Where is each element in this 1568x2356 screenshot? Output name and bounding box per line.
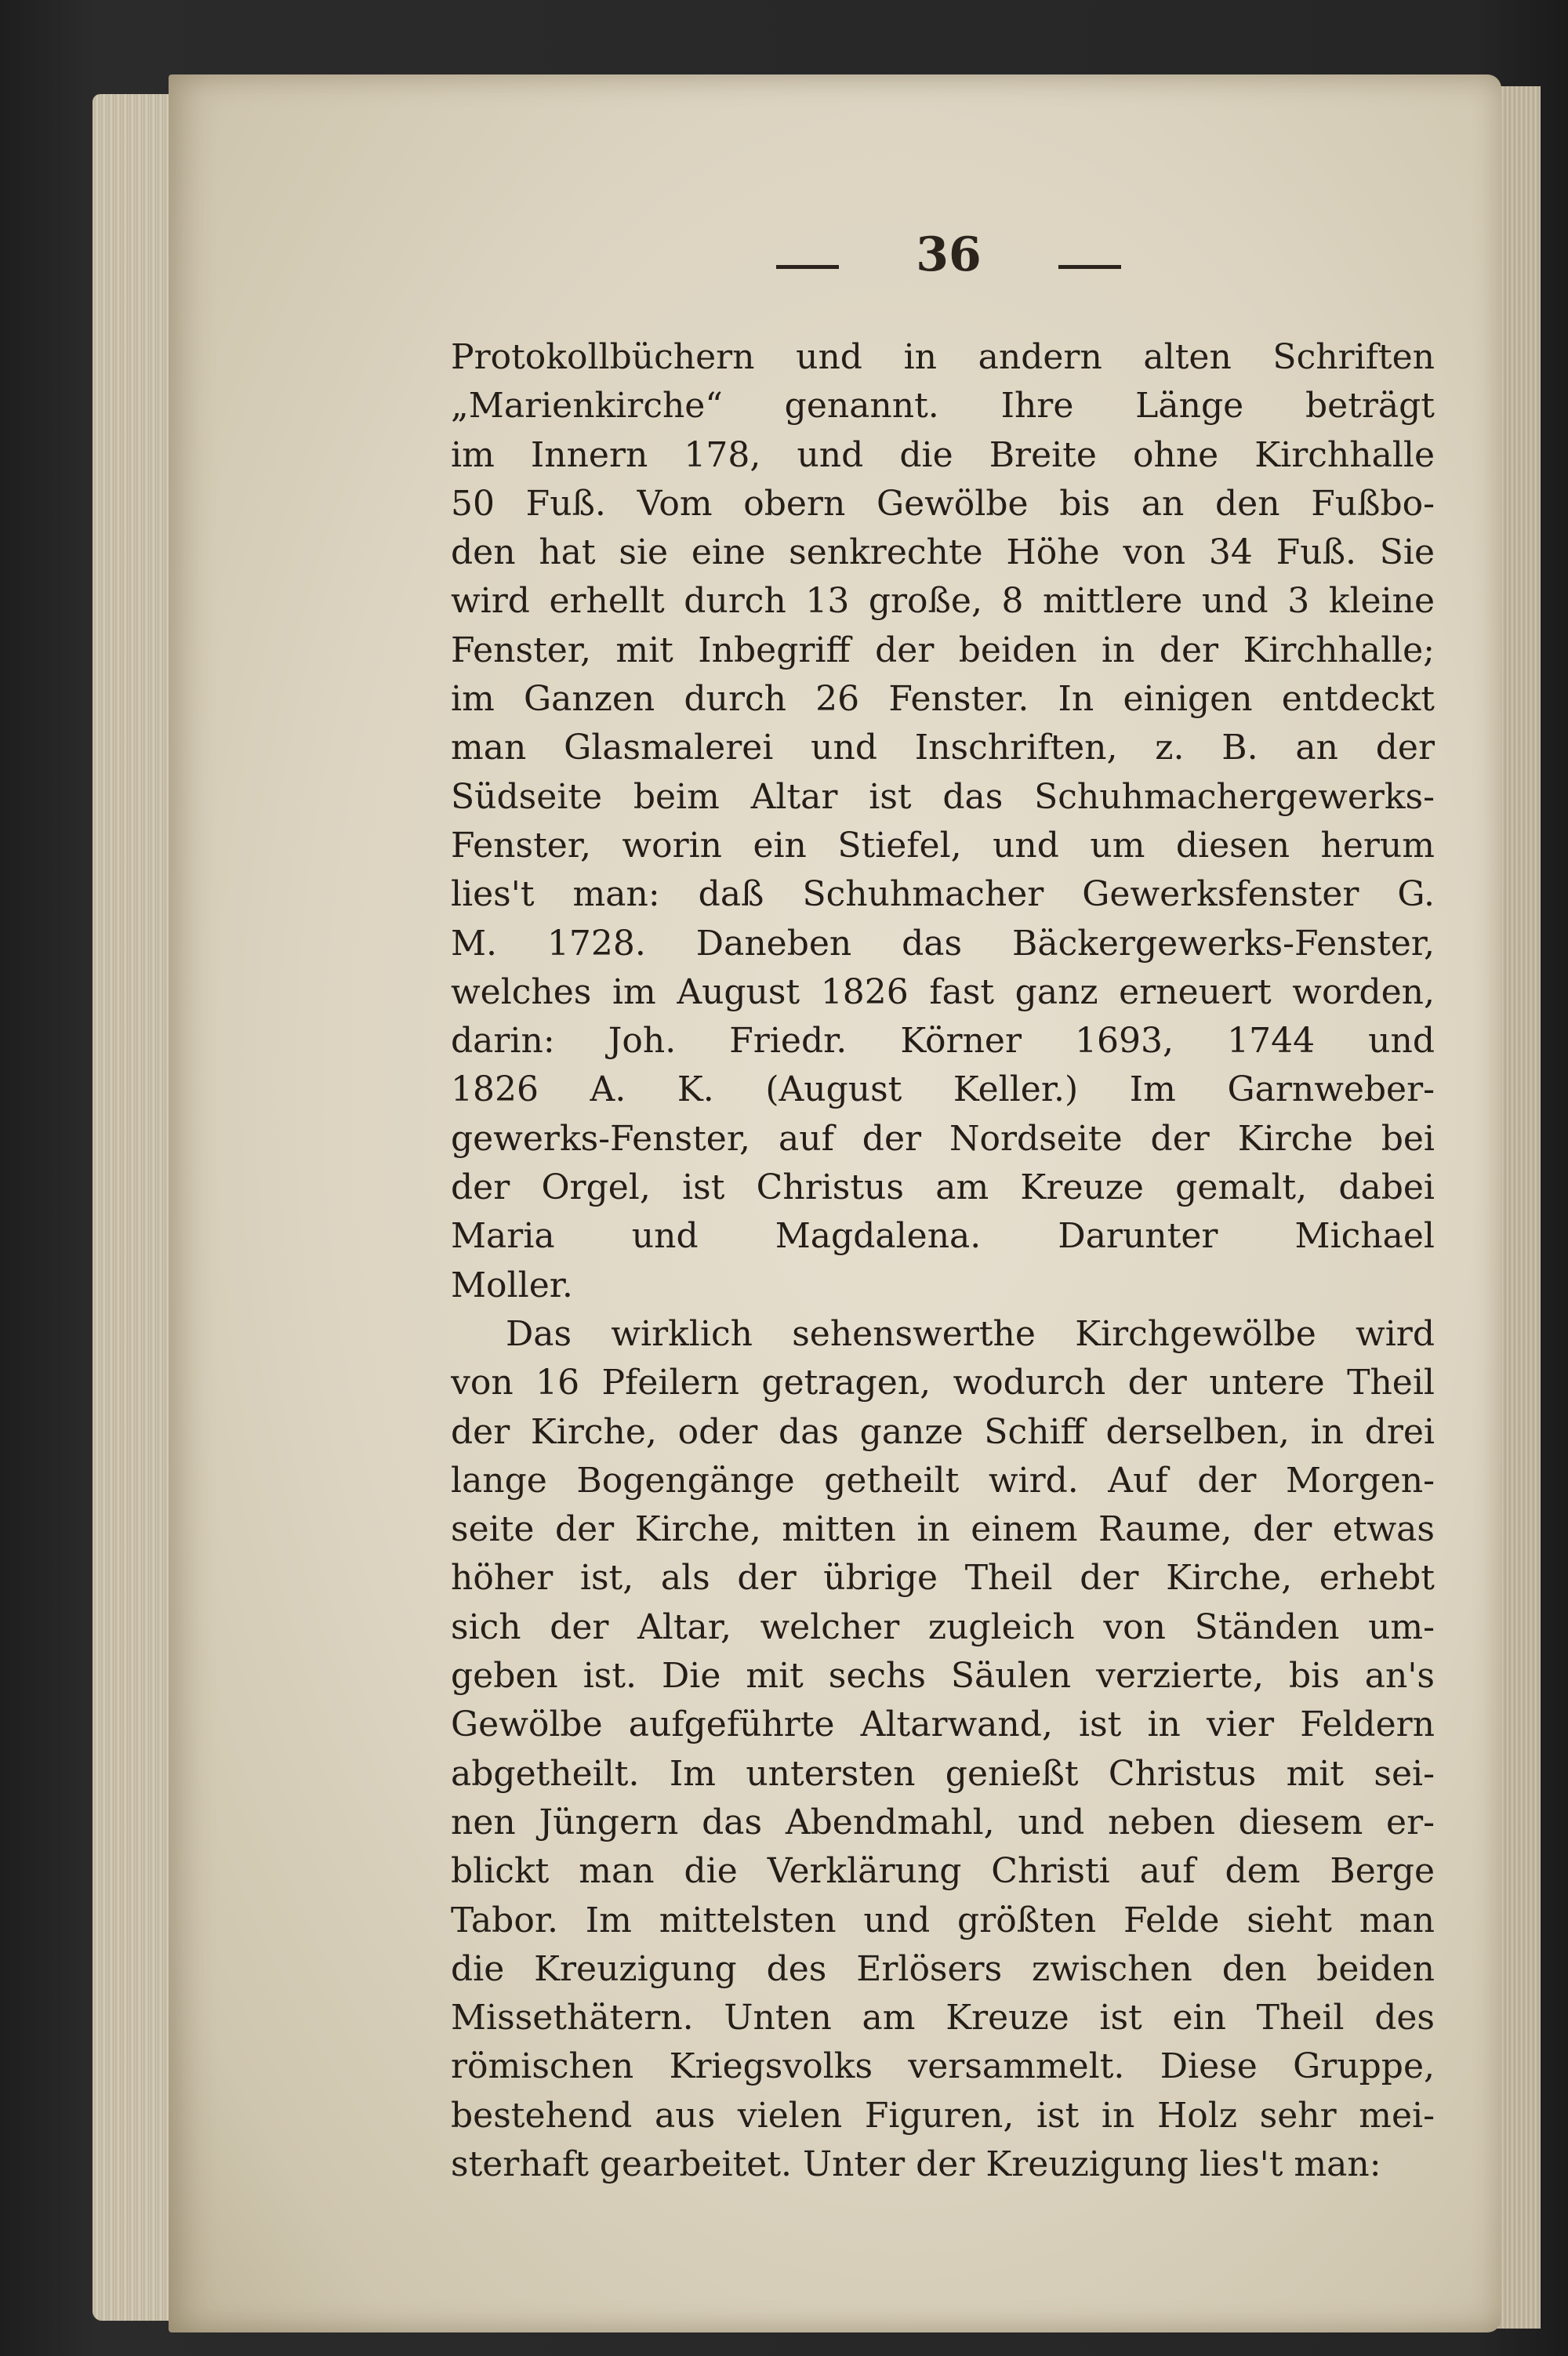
text-line: von 16 Pfeilern getragen, wodurch der untere Theil [451, 1363, 1435, 1403]
text-line: Fenster, mit Inbegriff der beiden in der Kirchhalle; [451, 630, 1435, 670]
text-line: M. 1728. Daneben das Bäckergewerks-Fenster, [451, 923, 1435, 964]
text-line: im Innern 178, und die Breite ohne Kirchhalle [451, 434, 1435, 475]
text-line: 1826 A. K. (August Keller.) Im Garnweber- [451, 1069, 1435, 1110]
text-line: sterhaft gearbeitet. Unter der Kreuzigung lies't man: [451, 2144, 1381, 2184]
text-line: Missethätern. Unten am Kreuze ist ein Theil des [451, 1998, 1435, 2038]
header-dash-right [1058, 265, 1121, 269]
text-line: „Marienkirche“ genannt. Ihre Länge beträgt [451, 386, 1435, 427]
text-line: nen Jüngern das Abendmahl, und neben diesem er- [451, 1802, 1435, 1842]
text-line: Maria und Magdalena. Darunter Michael [451, 1216, 1435, 1257]
text-line: welches im August 1826 fast ganz erneuert worden, [451, 971, 1435, 1012]
text-line: darin: Joh. Friedr. Körner 1693, 1744 und [451, 1021, 1435, 1062]
text-line: 50 Fuß. Vom obern Gewölbe bis an den Fußbo- [451, 483, 1435, 524]
text-line: Das wirklich sehenswerthe Kirchgewölbe wird [506, 1313, 1435, 1354]
text-line: Gewölbe aufgeführte Altarwand, ist in vier Feldern [451, 1704, 1435, 1745]
text-line: der Kirche, oder das ganze Schiff derselben, in drei [451, 1411, 1435, 1452]
text-line: geben ist. Die mit sechs Säulen verzierte, bis an's [451, 1656, 1435, 1697]
text-line: sich der Altar, welcher zugleich von Ständen um- [451, 1606, 1435, 1647]
text-line: lange Bogengänge getheilt wird. Auf der Morgen- [451, 1460, 1435, 1501]
page-header [768, 227, 1129, 298]
text-line: seite der Kirche, mitten in einem Raume, der etwas [451, 1509, 1435, 1550]
body-text [451, 333, 1435, 2189]
text-line: Protokollbüchern und in andern alten Schriften [451, 337, 1435, 377]
text-line: römischen Kriegsvolks versammelt. Diese Gruppe, [451, 2046, 1435, 2087]
text-line: den hat sie eine senkrechte Höhe von 34 Fuß. Sie [451, 532, 1435, 573]
text-line: gewerks-Fenster, auf der Nordseite der Kirche bei [451, 1118, 1435, 1159]
text-line: die Kreuzigung des Erlösers zwischen den beiden [451, 1948, 1435, 1989]
text-line: im Ganzen durch 26 Fenster. In einigen entdeckt [451, 679, 1435, 720]
text-line: Südseite beim Altar ist das Schuhmachergewerks- [451, 776, 1435, 817]
page-number: 36 [916, 227, 982, 282]
text-line: Moller. [451, 1265, 573, 1305]
text-line: Tabor. Im mittelsten und größten Felde sieht man [451, 1900, 1435, 1940]
text-line: bestehend aus vielen Figuren, ist in Holz sehr mei- [451, 2095, 1435, 2136]
text-line: wird erhellt durch 13 große, 8 mittlere und 3 kleine [451, 581, 1435, 622]
text-line: höher ist, als der übrige Theil der Kirche, erhebt [451, 1558, 1435, 1599]
text-line: man Glasmalerei und Inschriften, z. B. an der [451, 728, 1435, 768]
text-line: blickt man die Verklärung Christi auf dem Berge [451, 1851, 1435, 1892]
text-line: Fenster, worin ein Stiefel, und um diesen herum [451, 825, 1435, 866]
text-line: lies't man: daß Schuhmacher Gewerksfenster G. [451, 874, 1435, 915]
text-line: der Orgel, ist Christus am Kreuze gemalt, dabei [451, 1167, 1435, 1208]
text-line: abgetheilt. Im untersten genießt Christus mit sei- [451, 1753, 1435, 1794]
